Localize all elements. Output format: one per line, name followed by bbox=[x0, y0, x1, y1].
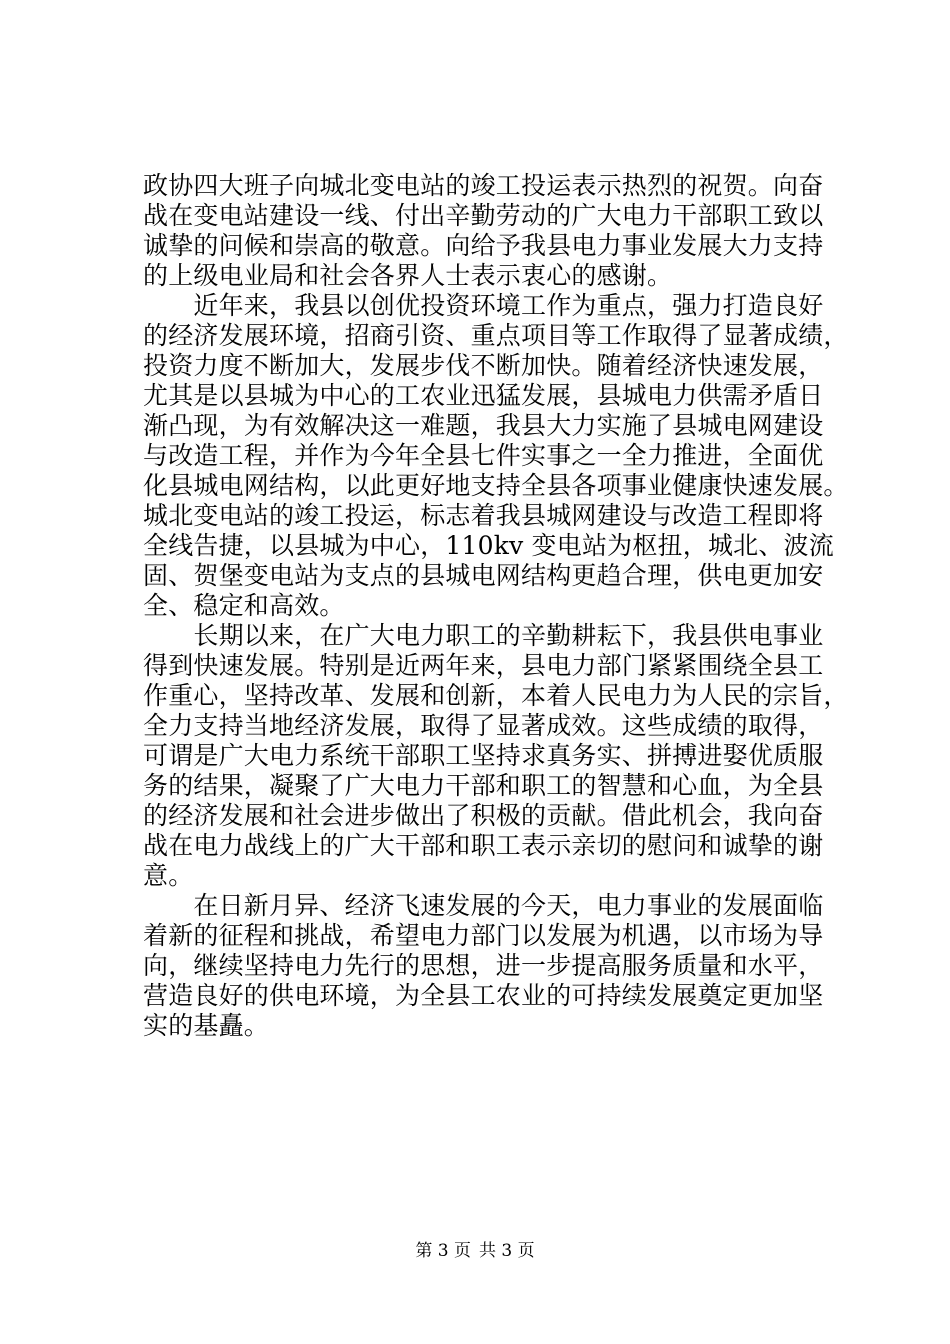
text-line: 全力支持当地经济发展，取得了显著成效。这些成绩的取得， bbox=[143, 711, 824, 740]
text-line: 的经济发展和社会进步做出了积极的贡献。借此机会，我向奋 bbox=[143, 801, 824, 830]
text-line: 作重心，坚持改革、发展和创新，本着人民电力为人民的宗旨， bbox=[143, 681, 849, 710]
page-total: 共 3 页 bbox=[479, 1241, 535, 1261]
text-line: 渐凸现，为有效解决这一难题，我县大力实施了县城电网建设 bbox=[143, 411, 824, 440]
text-line: 的经济发展环境，招商引资、重点项目等工作取得了显著成绩， bbox=[143, 321, 849, 350]
document-body bbox=[143, 171, 849, 1041]
text-line: 营造良好的供电环境，为全县工农业的可持续发展奠定更加坚 bbox=[143, 981, 824, 1010]
text-line: 的上级电业局和社会各界人士表示衷心的感谢。 bbox=[143, 261, 673, 290]
text-line: 可谓是广大电力系统干部职工坚持求真务实、拼搏进娶优质服 bbox=[143, 741, 824, 770]
text-line: 诚挚的问候和崇高的敬意。向给予我县电力事业发展大力支持 bbox=[143, 231, 824, 260]
text-line: 近年来，我县以创优投资环境工作为重点，强力打造良好 bbox=[143, 291, 824, 320]
text-line: 城北变电站的竣工投运，标志着我县城网建设与改造工程即将 bbox=[143, 501, 824, 530]
text-line: 着新的征程和挑战，希望电力部门以发展为机遇，以市场为导 bbox=[143, 921, 824, 950]
text-line: 全、稳定和高效。 bbox=[143, 591, 345, 620]
text-line: 战在变电站建设一线、付出辛勤劳动的广大电力干部职工致以 bbox=[143, 201, 824, 230]
text-line: 长期以来，在广大电力职工的辛勤耕耘下，我县供电事业 bbox=[143, 621, 824, 650]
text-line: 固、贺堡变电站为支点的县城电网结构更趋合理，供电更加安 bbox=[143, 561, 824, 590]
text-line: 投资力度不断加大，发展步伐不断加快。随着经济快速发展， bbox=[143, 351, 824, 380]
page-footer bbox=[0, 1240, 950, 1262]
text-line: 战在电力战线上的广大干部和职工表示亲切的慰问和诚挚的谢 bbox=[143, 831, 824, 860]
text-line: 务的结果，凝聚了广大电力干部和职工的智慧和心血，为全县 bbox=[143, 771, 824, 800]
text-line: 政协四大班子向城北变电站的竣工投运表示热烈的祝贺。向奋 bbox=[143, 171, 824, 200]
text-line: 意。 bbox=[143, 861, 194, 890]
text-line: 在日新月异、经济飞速发展的今天，电力事业的发展面临 bbox=[143, 891, 824, 920]
text-line: 得到快速发展。特别是近两年来，县电力部门紧紧围绕全县工 bbox=[143, 651, 824, 680]
page-number: 第 3 页 bbox=[415, 1241, 471, 1261]
text-line: 与改造工程，并作为今年全县七件实事之一全力推进，全面优 bbox=[143, 441, 824, 470]
text-line: 实的基矗。 bbox=[143, 1011, 270, 1040]
text-line: 化县城电网结构，以此更好地支持全县各项事业健康快速发展。 bbox=[143, 471, 849, 500]
text-line: 全线告捷，以县城为中心，110kv 变电站为枢扭，城北、波流 bbox=[143, 531, 834, 560]
text-line: 尤其是以县城为中心的工农业迅猛发展，县城电力供需矛盾日 bbox=[143, 381, 824, 410]
text-line: 向，继续坚持电力先行的思想，进一步提高服务质量和水平， bbox=[143, 951, 824, 980]
